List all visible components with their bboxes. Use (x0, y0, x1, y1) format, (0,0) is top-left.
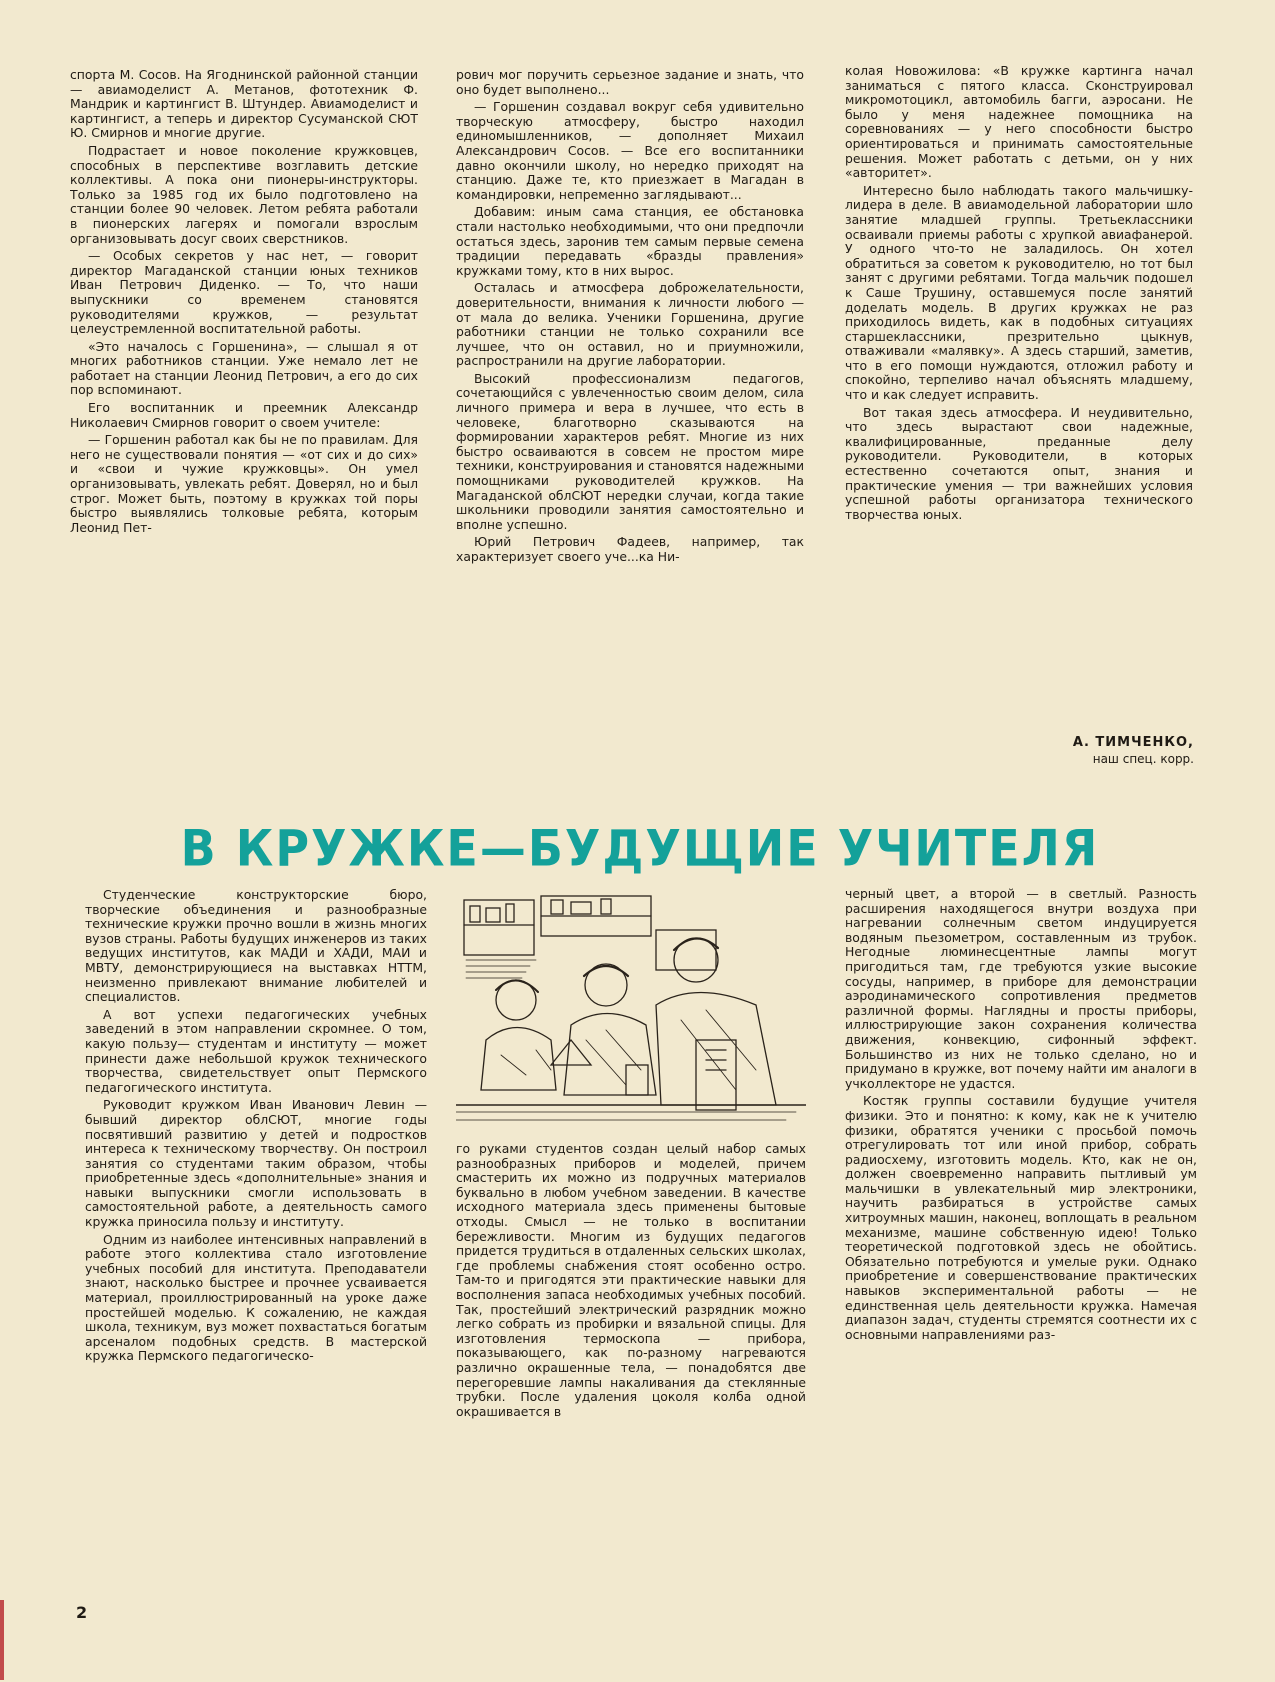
paragraph: Костяк группы составили будущие учителя физики. Это и понятно: к кому, как не к учителю физики, обратятся ученики с просьбой помочь отрегулировать тот или иной прибор, собрать радиосхему, изготовить модель. Кто, как не он, должен своевременно направить пытливый ум мальчишки в увлекательный мир электроники, научить разбираться в устройстве самых хитроумных машин, наконец, воплощать в реальном механизме, машине собственную идею! Только теоретической подготовкой здесь не обойтись. Обязательно потребуются и умелые руки. Однако приобретение и совершенствование практических навыков экспериментальной работы — не единственная цель деятельности кружка. Намечая диапазон задач, студенты стремятся соотнести их с основными направлениями раз- (845, 1093, 1197, 1342)
article2-headline: В КРУЖКЕ—БУДУЩИЕ УЧИТЕЛЯ (180, 818, 1100, 878)
paragraph: Интересно было наблюдать такого мальчишку-лидера в деле. В авиамодельной лаборатории шло занятие младшей группы. Третьеклассники осваивали приемы работы с хрупкой авиафанерой. У одного что-то не заладилось. Он хотел обратиться за советом к руководителю, но тот был занят с другими ребятами. Тогда мальчик подошел к Саше Трушину, оставшемуся после занятий доделать модель. В других кружках не раз приходилось видеть, как в подобных ситуациях старшеклассники, презрительно цыкнув, отваживали «малявку». А здесь старший, заметив, что в его помощи нуждаются, отложил работу и спокойно, терпеливо начал объяснять младшему, что и как следует исправить. (845, 182, 1193, 403)
edge-mark (0, 1600, 4, 1680)
paragraph: А вот успехи педагогических учебных заведений в этом направлении скромнее. О том, какую пользу— студентам и институту — может принести даже небольшой кружок технического творчества, свидетельствует опыт Пермского педагогического института. (85, 1006, 427, 1095)
paragraph: го руками студентов создан целый набор самых разнообразных приборов и моделей, причем смастерить их можно из подручных материалов буквально в любом учебном заведении. В качестве исходного материала здесь применены бытовые отходы. Смысл — не только в воспитании бережливости. Многим из будущих педагогов придется трудиться в отдаленных сельских школах, где проблемы снабжения стоят особенно остро. Там-то и пригодятся эти практические навыки для восполнения запаса необходимых учебных пособий. Так, простейший электрический разрядник можно легко собрать из пробирки и вязальной спицы. Для изготовления термоскопа — прибора, показывающего, как по-разному нагреваются различно окрашенные тела, — понадобятся две перегоревшие лампы накаливания да стеклянные трубки. После удаления цоколя колба одной окрашивается в (456, 1142, 806, 1419)
students-workbench-illustration (456, 890, 806, 1134)
article1-column-3 (845, 64, 1193, 740)
paragraph: Одним из наиболее интенсивных направлений в работе этого коллектива стало изготовление учебных пособий для института. Преподаватели знают, насколько быстрее и прочнее усваивается материал, проиллюстрированный на уроке даже простейшей моделью. К сожалению, не каждая школа, техникум, вуз может похвастаться богатым арсеналом подобных средств. В мастерской кружка Пермского педагогическо- (85, 1231, 427, 1364)
paragraph: Вот такая здесь атмосфера. И неудивительно, что здесь вырастают свои надежные, квалифицированные, преданные делу руководители. Руководители, в которых естественно сочетаются опыт, знания и практические умения — три важнейших условия успешной работы организатора технического творчества юных. (845, 404, 1193, 522)
paragraph: — Горшенин работал как бы не по правилам. Для него не существовали понятия — «от сих и до сих» и «свои и чужие кружковцы». Он умел организовывать, увлекать ребят. Доверял, но и был строг. Может быть, поэтому в кружках той поры быстро выявлялись толковые ребята, которым Леонид Пет- (70, 432, 418, 535)
paragraph: — Особых секретов у нас нет, — говорит директор Магаданской станции юных техников Иван Петрович Диденко. — То, что наши выпускники со временем становятся руководителями кружков, — результат целеустремленной воспитательной работы. (70, 248, 418, 337)
paragraph: Студенческие конструкторские бюро, творческие объединения и разнообразные технические кружки прочно вошли в жизнь многих вузов страны. Работы будущих инженеров из таких ведущих институтов, как МАДИ и ХАДИ, МАИ и МВТУ, демонстрирующиеся на выставках НТТМ, неизменно привлекают внимание любителей и специалистов. (85, 888, 427, 1005)
paragraph: Осталась и атмосфера доброжелательности, доверительности, внимания к личности любого — от мала до велика. Ученики Горшенина, другие работники станции не только сохранили все лучшее, что он оставил, но и приумножили, распространили на другие лаборатории. (456, 280, 804, 369)
article1-column-2 (456, 68, 804, 780)
paragraph: черный цвет, а второй — в светлый. Разность расширения находящегося внутри воздуха при нагревании солнечным светом индуцируется водяным пьезометром, составленным из трубок. Негодные люминесцентные лампы могут пригодиться там, где требуются узкие высокие сосуды, например, в приборе для демонстрации аэродинамического сопротивления предметов различной формы. Наглядны и просты приборы, иллюстрирующие закон сохранения количества движения, конвекцию, сифонный эффект. Большинство из них не только сделано, но и придумано в кружке, вот почему найти им аналоги в учколлекторе не удастся. (845, 887, 1197, 1091)
paragraph: рович мог поручить серьезное задание и знать, что оно будет выполнено... (456, 68, 804, 97)
paragraph: Руководит кружком Иван Иванович Левин — бывший директор облСЮТ, многие годы посвятивший развитию у детей и подростков интереса к техническому творчеству. Он построил занятия со студентами таким образом, чтобы приобретенные здесь «дополнительные» знания и навыки выпускники смогли использовать в самостоятельной работе, а деятельность самого кружка приносила пользу и институту. (85, 1097, 427, 1230)
paragraph: Добавим: иным сама станция, ее обстановка стали настолько необходимыми, что они предпочли остаться здесь, заронив тем самым первые семена традиции передавать «бразды правления» кружками тому, кто в них вырос. (456, 204, 804, 278)
author-role: наш спец. корр. (1092, 752, 1194, 766)
paragraph: Высокий профессионализм педагогов, сочетающийся с увлеченностью своим делом, сила личного примера и вера в лучшее, что есть в человеке, благотворно сказываются на формировании характеров ребят. Многие из них быстро осваиваются в совсем не простом мире техники, конструирования и становятся надежными помощниками руководителей кружков. На Магаданской облСЮТ нередки случаи, когда такие школьники проводили занятия самостоятельно и вполне успешно. (456, 370, 804, 532)
article2-column-2 (456, 1142, 806, 1638)
author-name: А. ТИМЧЕНКО, (1072, 735, 1194, 750)
paragraph: колая Новожилова: «В кружке картинга начал заниматься с пятого класса. Сконструировал микромотоцикл, автомобиль багги, аэросани. Не было у меня надежнее помощника на соревнованиях — у него способности быстро ориентироваться и принимать самостоятельные решения. Может работать с детьми, он у них «авторитет». (845, 64, 1193, 181)
paragraph: спорта М. Сосов. На Ягоднинской районной станции — авиамоделист А. Метанов, фототехник Ф. Мандрик и картингист В. Штундер. Авиамоделист и картингист, а теперь и директор Сусуманской СЮТ Ю. Смирнов и многие другие. (70, 68, 418, 141)
author-signature (900, 734, 1194, 768)
paragraph: «Это началось с Горшенина», — слышал я от многих работников станции. Уже немало лет не работает на станции Леонид Петрович, а его до сих пор вспоминают. (70, 338, 418, 398)
paragraph: Юрий Петрович Фадеев, например, так характеризует своего уче...ка Ни- (456, 534, 804, 564)
article1-column-1 (70, 68, 418, 780)
article2-column-1 (85, 888, 427, 1638)
paragraph: Подрастает и новое поколение кружковцев, способных в перспективе возглавить детские коллективы. А пока они пионеры-инструкторы. Только за 1985 год их было подготовлено на станции более 90 человек. Летом ребята работали в пионерских лагерях и помогали взрослым организовывать досуг своих сверстников. (70, 142, 418, 246)
article2-column-3 (845, 887, 1197, 1638)
page-number: 2 (76, 1603, 88, 1622)
paragraph: Его воспитанник и преемник Александр Николаевич Смирнов говорит о своем учителе: (70, 400, 418, 430)
paragraph: — Горшенин создавал вокруг себя удивительно творческую атмосферу, быстро находил единомышленников, — дополняет Михаил Александрович Сосов. — Все его воспитанники давно окончили школу, но нередко приходят на станцию. Даже те, кто приезжает в Магадан в командировки, непременно заглядывают... (456, 99, 804, 202)
